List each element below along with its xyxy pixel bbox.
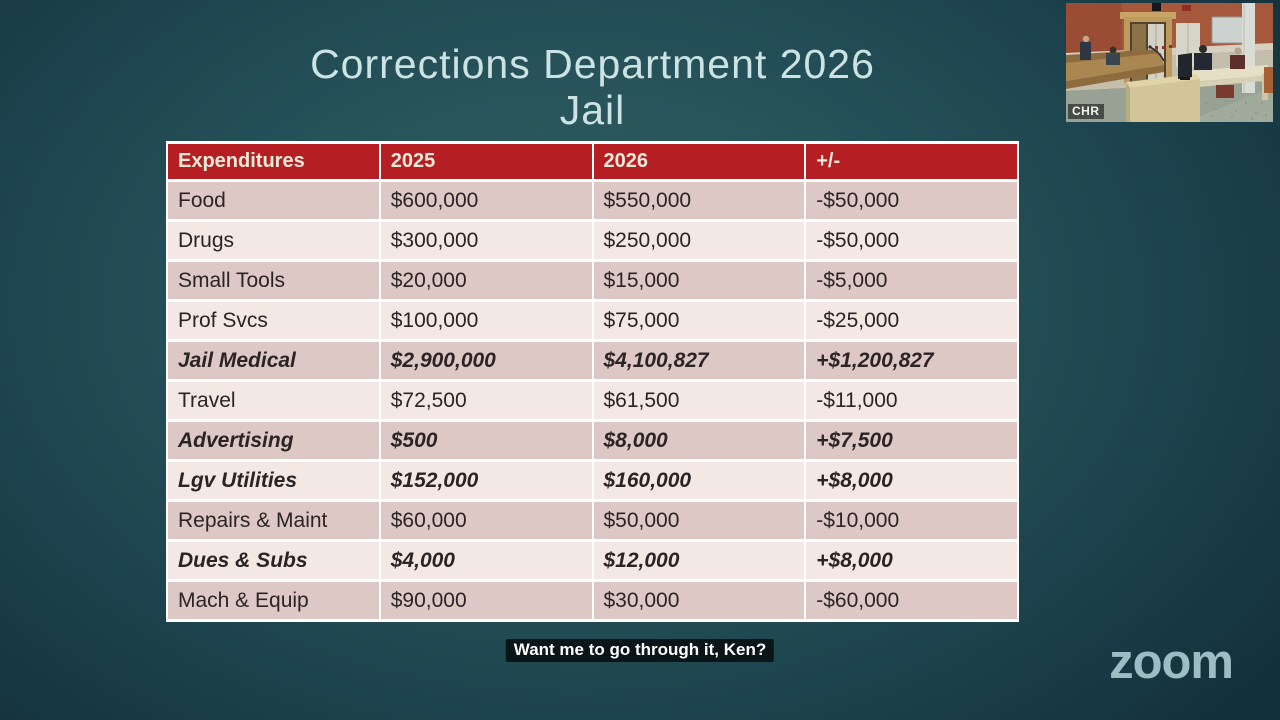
participant-video-thumbnail[interactable] <box>1066 3 1273 122</box>
table-row <box>167 341 1018 381</box>
table-row <box>167 541 1018 581</box>
table-cell-delta: +$7,500 <box>805 421 1018 461</box>
table-cell-y2025: $152,000 <box>380 461 593 501</box>
table-row <box>167 301 1018 341</box>
table-cell-label: Prof Svcs <box>167 301 380 341</box>
table-cell-delta: -$11,000 <box>805 381 1018 421</box>
table-cell-y2026: $75,000 <box>593 301 806 341</box>
table-cell-label: Mach & Equip <box>167 581 380 621</box>
table-row <box>167 221 1018 261</box>
column-header: +/- <box>805 143 1018 181</box>
table-row <box>167 581 1018 621</box>
caption-bar <box>506 639 774 662</box>
budget-table-header-row <box>167 143 1018 181</box>
table-row <box>167 461 1018 501</box>
table-cell-y2026: $30,000 <box>593 581 806 621</box>
column-header: 2026 <box>593 143 806 181</box>
table-cell-y2026: $250,000 <box>593 221 806 261</box>
table-cell-y2025: $300,000 <box>380 221 593 261</box>
table-cell-delta: +$8,000 <box>805 461 1018 501</box>
table-cell-delta: +$8,000 <box>805 541 1018 581</box>
table-cell-y2026: $61,500 <box>593 381 806 421</box>
table-cell-y2026: $4,100,827 <box>593 341 806 381</box>
table-cell-y2025: $500 <box>380 421 593 461</box>
table-cell-label: Food <box>167 181 380 221</box>
table-cell-label: Travel <box>167 381 380 421</box>
table-row <box>167 421 1018 461</box>
budget-table-body <box>167 181 1018 621</box>
table-cell-y2026: $50,000 <box>593 501 806 541</box>
table-cell-label: Dues & Subs <box>167 541 380 581</box>
budget-table <box>166 141 1019 622</box>
table-cell-delta: -$50,000 <box>805 181 1018 221</box>
table-cell-y2026: $12,000 <box>593 541 806 581</box>
table-cell-delta: -$10,000 <box>805 501 1018 541</box>
column-header: Expenditures <box>167 143 380 181</box>
column-header: 2025 <box>380 143 593 181</box>
slide-title-line1: Corrections Department 2026 <box>310 41 875 87</box>
table-cell-y2025: $100,000 <box>380 301 593 341</box>
table-cell-y2026: $8,000 <box>593 421 806 461</box>
zoom-logo: zoom <box>1109 635 1233 689</box>
table-cell-label: Lgv Utilities <box>167 461 380 501</box>
participant-name-label: CHR <box>1068 104 1104 119</box>
table-cell-delta: +$1,200,827 <box>805 341 1018 381</box>
table-cell-y2026: $160,000 <box>593 461 806 501</box>
table-cell-y2025: $60,000 <box>380 501 593 541</box>
table-row <box>167 501 1018 541</box>
table-cell-delta: -$25,000 <box>805 301 1018 341</box>
slide-title <box>166 40 1019 132</box>
table-row <box>167 261 1018 301</box>
table-cell-label: Repairs & Maint <box>167 501 380 541</box>
table-cell-y2025: $600,000 <box>380 181 593 221</box>
table-cell-delta: -$60,000 <box>805 581 1018 621</box>
table-cell-y2025: $90,000 <box>380 581 593 621</box>
caption-text: Want me to go through it, Ken? <box>513 640 767 659</box>
table-cell-y2025: $4,000 <box>380 541 593 581</box>
table-cell-label: Jail Medical <box>167 341 380 381</box>
table-cell-y2025: $2,900,000 <box>380 341 593 381</box>
table-cell-delta: -$50,000 <box>805 221 1018 261</box>
table-cell-label: Small Tools <box>167 261 380 301</box>
table-cell-y2026: $15,000 <box>593 261 806 301</box>
table-cell-label: Advertising <box>167 421 380 461</box>
table-cell-y2025: $72,500 <box>380 381 593 421</box>
table-cell-delta: -$5,000 <box>805 261 1018 301</box>
table-cell-label: Drugs <box>167 221 380 261</box>
slide-title-line2: Jail <box>559 87 626 133</box>
table-cell-y2025: $20,000 <box>380 261 593 301</box>
table-row <box>167 381 1018 421</box>
table-row <box>167 181 1018 221</box>
table-cell-y2026: $550,000 <box>593 181 806 221</box>
